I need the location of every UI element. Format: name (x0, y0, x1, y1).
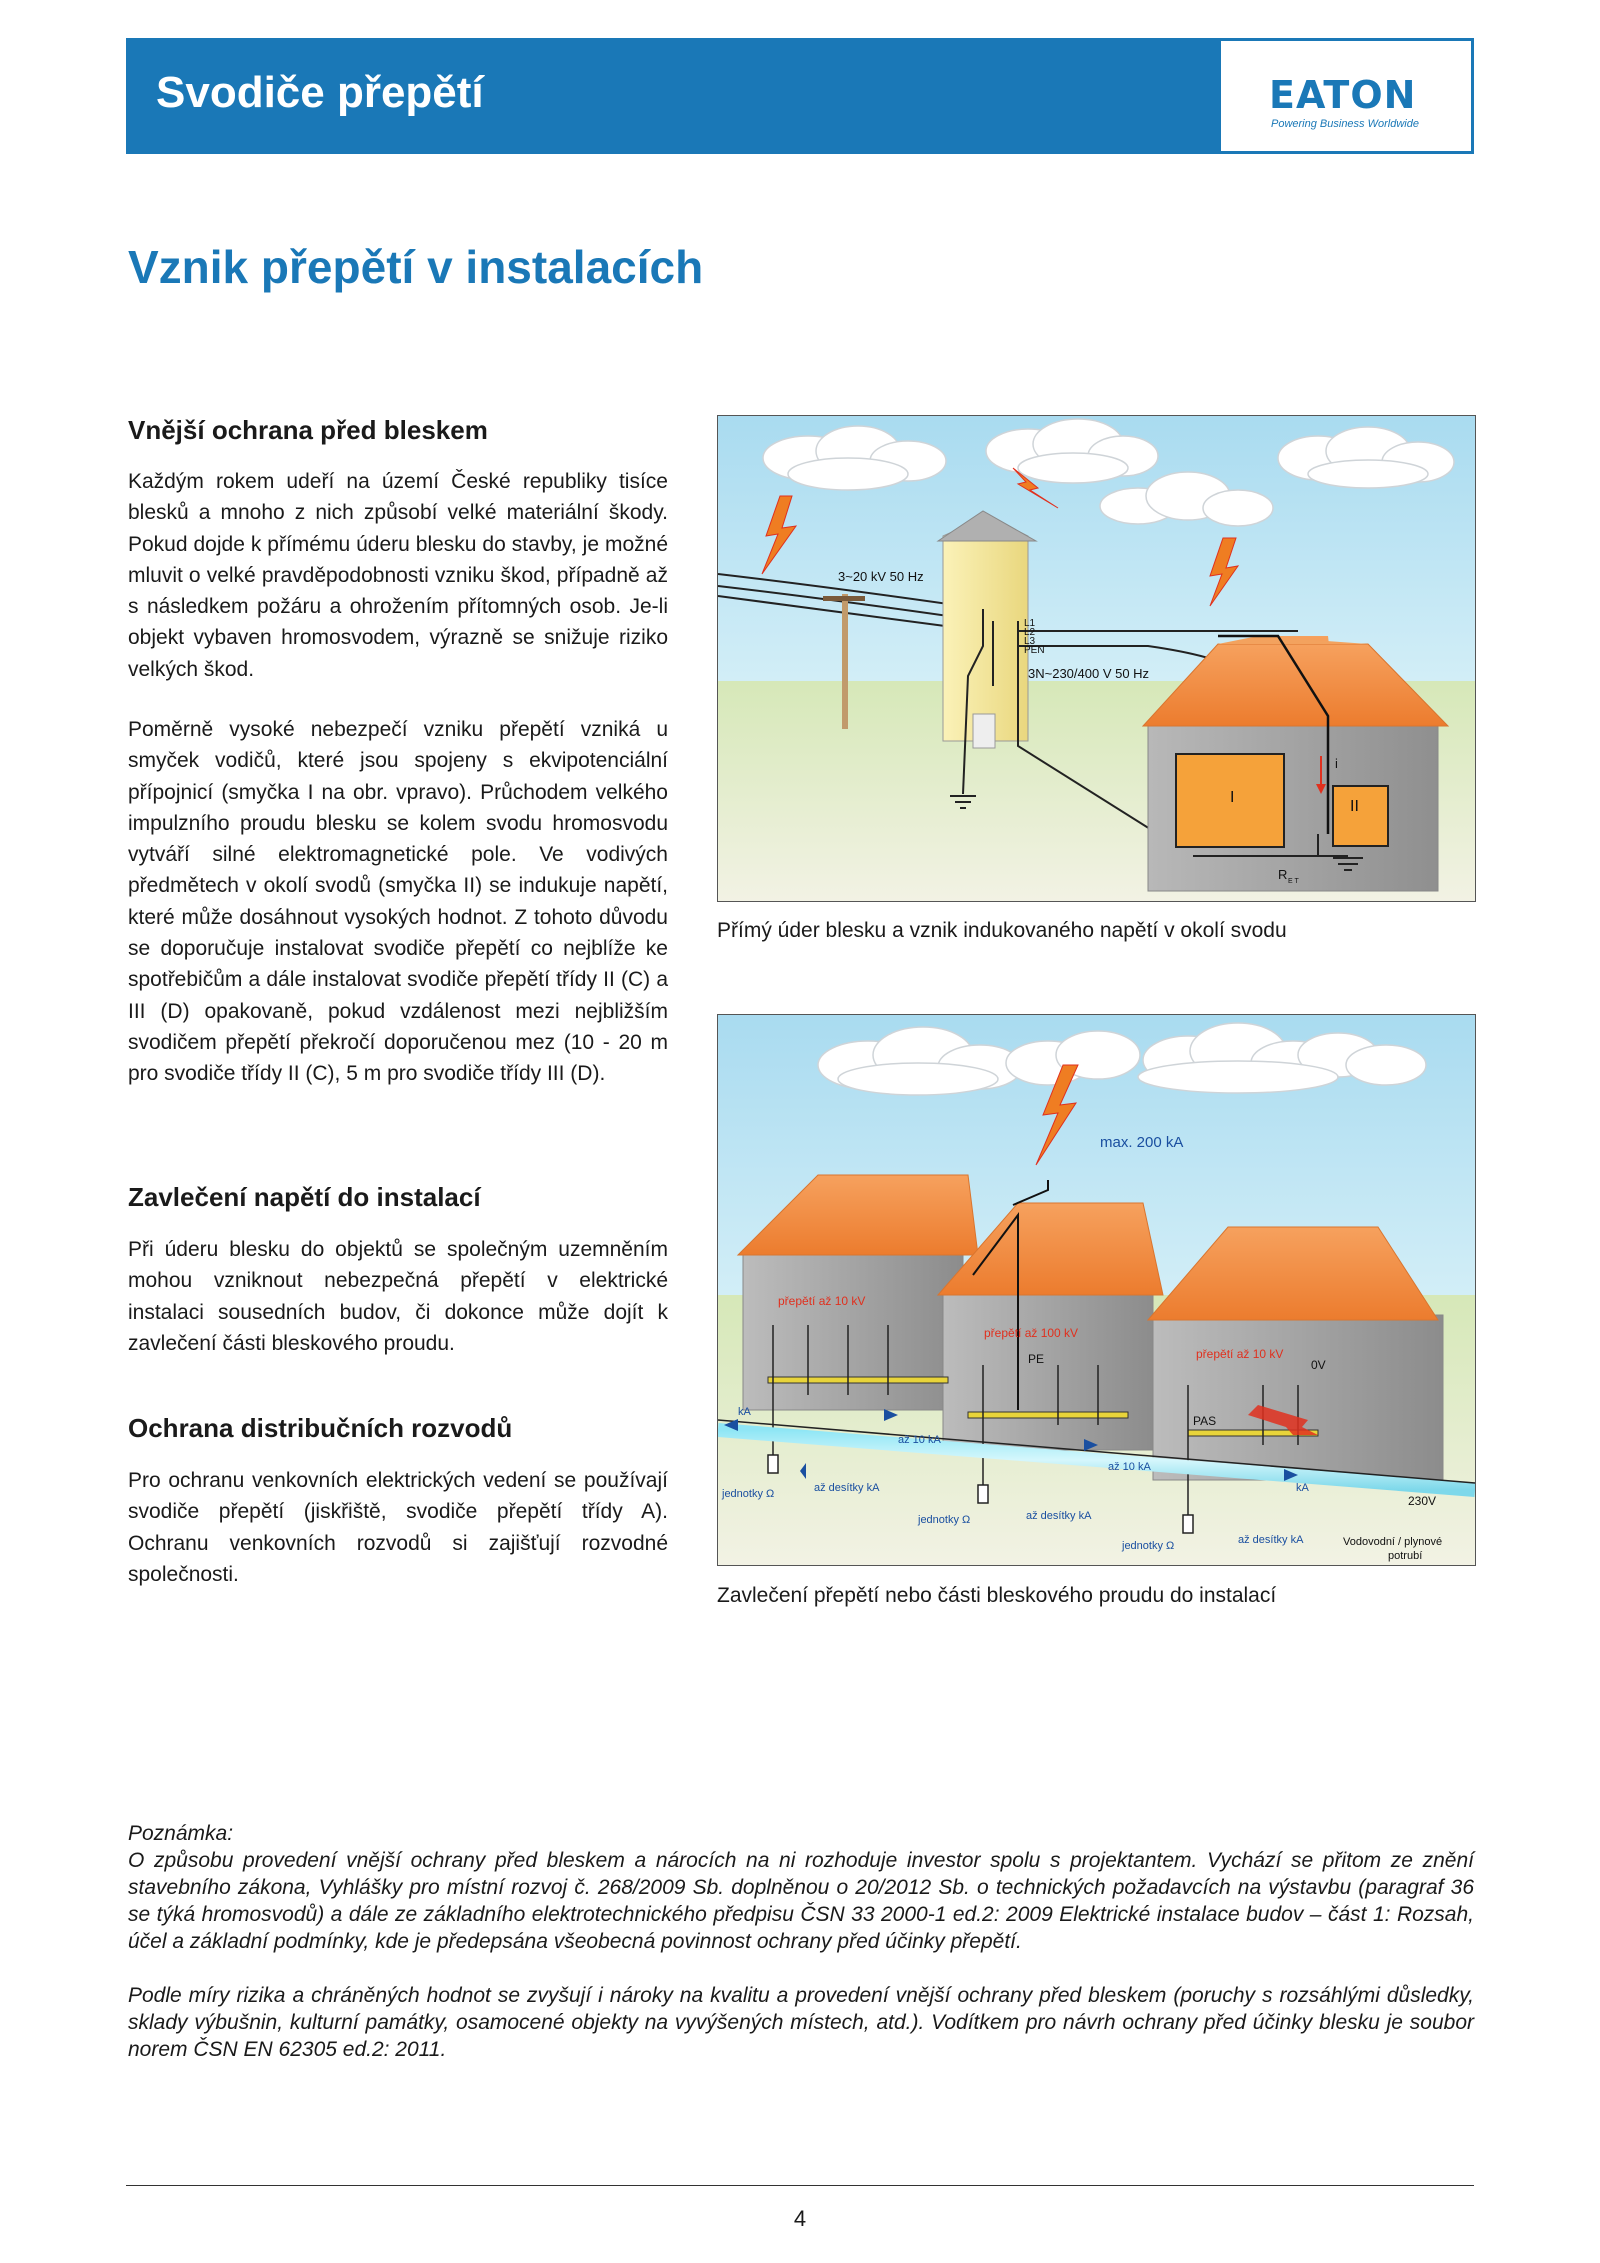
svg-text:PEN: PEN (1024, 645, 1045, 656)
figure2-caption: Zavlečení přepětí nebo části bleskového proudu do instalací (717, 1584, 1277, 1607)
svg-text:0V: 0V (1311, 1358, 1326, 1372)
header-bar (126, 38, 1474, 154)
label-re: R (1278, 867, 1288, 882)
svg-text:L3: L3 (1024, 636, 1036, 647)
svg-text:až desítky kA: až desítky kA (1026, 1510, 1092, 1522)
loop-ii (1333, 786, 1388, 846)
svg-text:I: I (1230, 789, 1235, 806)
svg-text:jednotky Ω: jednotky Ω (918, 1514, 971, 1526)
label-hv: 3~20 kV 50 Hz (838, 569, 924, 584)
svg-text:PE: PE (1028, 1352, 1045, 1366)
paragraph-external-2: Poměrně vysoké nebezpečí vzniku přepětí vzniká u smyček vodičů, které jsou spojeny s ekvipotenciální přípojnicí (smyčka I na obr. vpravo). Průchodem velkého impulzního proudu blesku se kolem svodu hromosvodu vytváří silné elektromagnetické pole. Ve vodivých předmětech v okolí svodů (smyčka II) se indukuje napětí, které může dosáhnout vysokých hodnot. Z tohoto důvodu se doporučuje instalovat svodiče přepětí co nejblíže ke spotřebičům a dále instalovat svodiče přepětí třídy II (C) a III (D) opakovaně, pokud vzdálenost mezi nejbližším svodičem přepětí překročí doporučenou mez (10 - 20 m pro svodiče třídy II (C), 5 m pro svodiče třídy III (D). (128, 718, 668, 1086)
svg-text:L1: L1 (1024, 618, 1036, 629)
note-paragraph-2: Podle míry rizika a chráněných hodnot se zvyšují i nároky na kvalitu a provedení vnější ochrany před bleskem (poruchy s rozsáhlými důsledky, sklady výbušnin, kulturní památky, osamocené objekty na vyvýšených místech, atd.). Vodítkem pro návrh ochrany před účinky blesku je soubor norem ČSN EN 62305 ed.2: 2011. (128, 1984, 1474, 2061)
paragraph-entrainment: Při úderu blesku do objektů se společným uzemněním mohou vzniknout nebezpečná přepětí v elektrické instalaci sousedních budov, či dokonce může dojít k zavlečení části bleskového proudu. (128, 1238, 668, 1355)
svg-text:Vodovodní / plynové: Vodovodní / plynové (1343, 1536, 1443, 1548)
logo-wordmark: EATON (1269, 73, 1417, 117)
svg-text:přepětí až 10 kV: přepětí až 10 kV (1196, 1347, 1284, 1361)
paragraph-external-1: Každým rokem udeří na území České republiky tisíce blesků a mnoho z nich způsobí velké materiální škody. Pokud dojde k přímému úderu blesku do stavby, je možné mluvit o velké pravděpodobnosti vzniku škod, případně až s následkem požáru a ohrožením přítomných osob. Je-li objekt vybaven hromosvodem, výrazně se snižuje riziko velkých škod. (128, 470, 668, 681)
svg-text:i: i (1335, 756, 1338, 771)
heading-distribution: Ochrana distribučních rozvodů (128, 1413, 513, 1443)
header-title: Svodiče přepětí (156, 68, 484, 117)
house-2-wall (943, 1290, 1153, 1450)
heading-external-protection: Vnější ochrana před bleskem (128, 415, 488, 445)
figure-entrainment (717, 1014, 1476, 1566)
note-label: Poznámka: (128, 1822, 234, 1845)
page-title: Vznik přepětí v instalacích (128, 241, 704, 293)
svg-text:potrubí: potrubí (1388, 1550, 1423, 1562)
svg-text:kA: kA (1296, 1482, 1309, 1494)
svg-text:přepětí až 100 kV: přepětí až 100 kV (984, 1326, 1079, 1340)
svg-text:L2: L2 (1024, 627, 1036, 638)
svg-text:až 10 kA: až 10 kA (898, 1434, 941, 1446)
direct-strike-illustration (718, 416, 1475, 901)
logo-tagline: Powering Business Worldwide (1271, 118, 1419, 130)
svg-text:až desítky kA: až desítky kA (1238, 1534, 1304, 1546)
footer-divider (126, 2185, 1474, 2186)
figure1-caption: Přímý úder blesku a vznik indukovaného napětí v okolí svodu (717, 919, 1287, 942)
svg-text:PAS: PAS (1193, 1414, 1217, 1428)
label-lv: 3N~230/400 V 50 Hz (1028, 666, 1150, 681)
transformer-tower (943, 516, 1028, 741)
figure-direct-strike (717, 415, 1476, 902)
power-pole (842, 594, 848, 729)
svg-text:až desítky kA: až desítky kA (814, 1482, 880, 1494)
svg-text:až 10 kA: až 10 kA (1108, 1461, 1151, 1473)
svg-text:kA: kA (738, 1406, 751, 1418)
eaton-logo (1221, 41, 1471, 151)
entrainment-illustration (718, 1015, 1475, 1565)
svg-text:jednotky Ω: jednotky Ω (1122, 1540, 1175, 1552)
svg-text:jednotky Ω: jednotky Ω (722, 1488, 775, 1500)
label-max-current: max. 200 kA (1100, 1134, 1184, 1151)
paragraph-distribution: Pro ochranu venkovních elektrických vedení se používají svodiče přepětí (jiskřiště, svodiče přepětí třídy A). Ochranu venkovních rozvodů si zajišťují rozvodné společnosti. (128, 1469, 668, 1586)
house-1-wall (743, 1250, 963, 1410)
page-number: 4 (793, 2206, 807, 2231)
svg-text:E T: E T (1288, 878, 1299, 885)
svg-text:II: II (1350, 798, 1359, 815)
note-paragraph-1: O způsobu provedení vnější ochrany před bleskem a nárocích na ni rozhoduje investor spolu s projektantem. Vychází se přitom ze znění stavebního zákona, Vyhlášky pro místní rozvoj č. 268/2009 Sb. doplněnou o 20/2012 Sb. o technických požadavcích na výstavbu (paragraf 36 se týká hromosvodů) a dále ze základního elektrotechnického předpisu ČSN 33 2000-1 ed.2: 2009 Elektrické instalace budov – část 1: Rozsah, účel a základní podmínky, kde je předepsána všeobecná povinnost ochrany před účinky přepětí. (128, 1849, 1474, 1953)
svg-text:přepětí až 10 kV: přepětí až 10 kV (778, 1294, 866, 1308)
svg-text:230V: 230V (1408, 1494, 1437, 1508)
heading-entrainment: Zavlečení napětí do instalací (128, 1182, 481, 1212)
note (128, 1820, 1474, 2063)
